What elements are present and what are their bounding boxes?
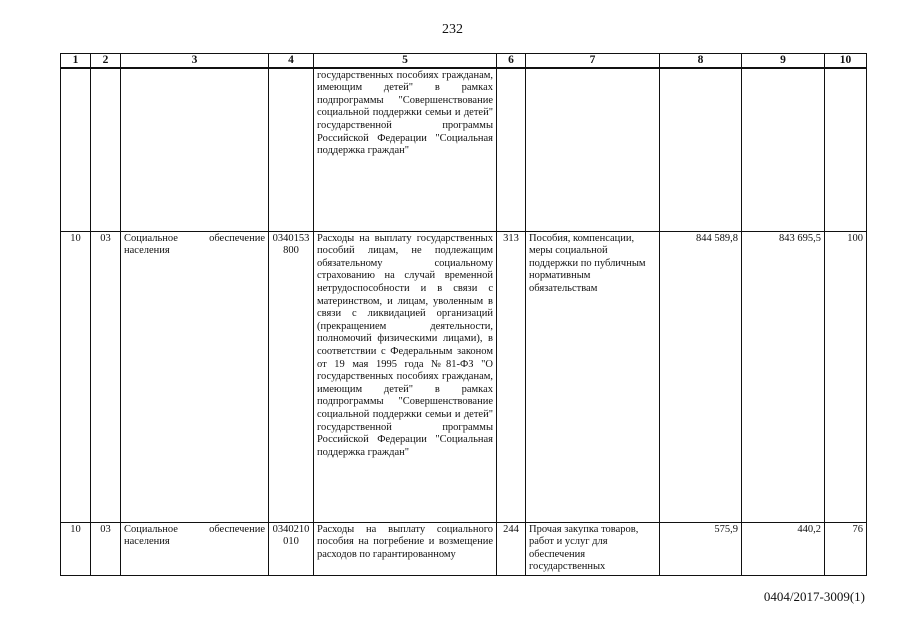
percent-cell: 76 (825, 522, 867, 575)
column-header: 3 (121, 54, 269, 68)
section-code-cell: 10 (61, 522, 91, 575)
page-number: 232 (442, 22, 463, 37)
target-article-cell: 0340210 010 (269, 522, 314, 575)
subsection-name-cell: Социальное обеспечение населения (121, 522, 269, 575)
table-row (61, 231, 867, 522)
column-header: 1 (61, 54, 91, 68)
column-header: 4 (269, 54, 314, 68)
column-header: 6 (497, 54, 526, 68)
expense-type-name-cell (526, 68, 660, 232)
target-article-cell (269, 68, 314, 232)
executed-amount-cell: 843 695,5 (742, 231, 825, 522)
target-article-cell: 0340153 800 (269, 231, 314, 522)
expense-type-code-cell: 244 (497, 522, 526, 575)
amount-cell: 844 589,8 (660, 231, 742, 522)
section-code-cell (61, 68, 91, 232)
percent-cell (825, 68, 867, 232)
column-header: 2 (91, 54, 121, 68)
expense-type-code-cell (497, 68, 526, 232)
expense-type-code-cell: 313 (497, 231, 526, 522)
subsection-code-cell: 03 (91, 231, 121, 522)
percent-cell: 100 (825, 231, 867, 522)
expense-description-cell: Расходы на выплату социального пособия на погребение и возмещение расходов по гарантированному (314, 522, 497, 575)
column-header: 8 (660, 54, 742, 68)
table-row (61, 522, 867, 575)
column-number-row (61, 54, 867, 68)
expense-type-name-cell: Прочая закупка товаров, работ и услуг для обеспечения государственных (526, 522, 660, 575)
executed-amount-cell (742, 68, 825, 232)
subsection-code-cell (91, 68, 121, 232)
expense-description-cell: Расходы на выплату государственных пособий лицам, не подлежащим обязательному социальному страхованию на случай временной нетрудоспособности и в связи с материнством, и лицам, уволенным в связи с ликвидацией организаций (прекращением деятельности, полномочий физическими лицами), в соответствии с Федеральным законом от 19 мая 1995 года №81-ФЗ "О государственных пособиях гражданам, имеющим детей" в рамках подпрограммы "Совершенствование социальной поддержки семьи и детей" государственной программы Российской Федерации "Социальная поддержка граждан" (314, 231, 497, 522)
section-code-cell: 10 (61, 231, 91, 522)
column-header: 7 (526, 54, 660, 68)
amount-cell (660, 68, 742, 232)
document-code: 0404/2017-3009(1) (763, 589, 865, 604)
column-header: 10 (825, 54, 867, 68)
budget-table (60, 53, 867, 576)
column-header: 5 (314, 54, 497, 68)
subsection-code-cell: 03 (91, 522, 121, 575)
column-header: 9 (742, 54, 825, 68)
amount-cell: 575,9 (660, 522, 742, 575)
expense-description-cell: государственных пособиях гражданам, имеющим детей" в рамках подпрограммы "Совершенствование социальной поддержки семьи и детей" государственной программы Российской Федерации "Социальная поддержка граждан" (314, 68, 497, 232)
subsection-name-cell: Социальное обеспечение населения (121, 231, 269, 522)
table-row (61, 68, 867, 232)
expense-type-name-cell: Пособия, компенсации, меры социальной поддержки по публичным нормативным обязательствам (526, 231, 660, 522)
executed-amount-cell: 440,2 (742, 522, 825, 575)
subsection-name-cell (121, 68, 269, 232)
